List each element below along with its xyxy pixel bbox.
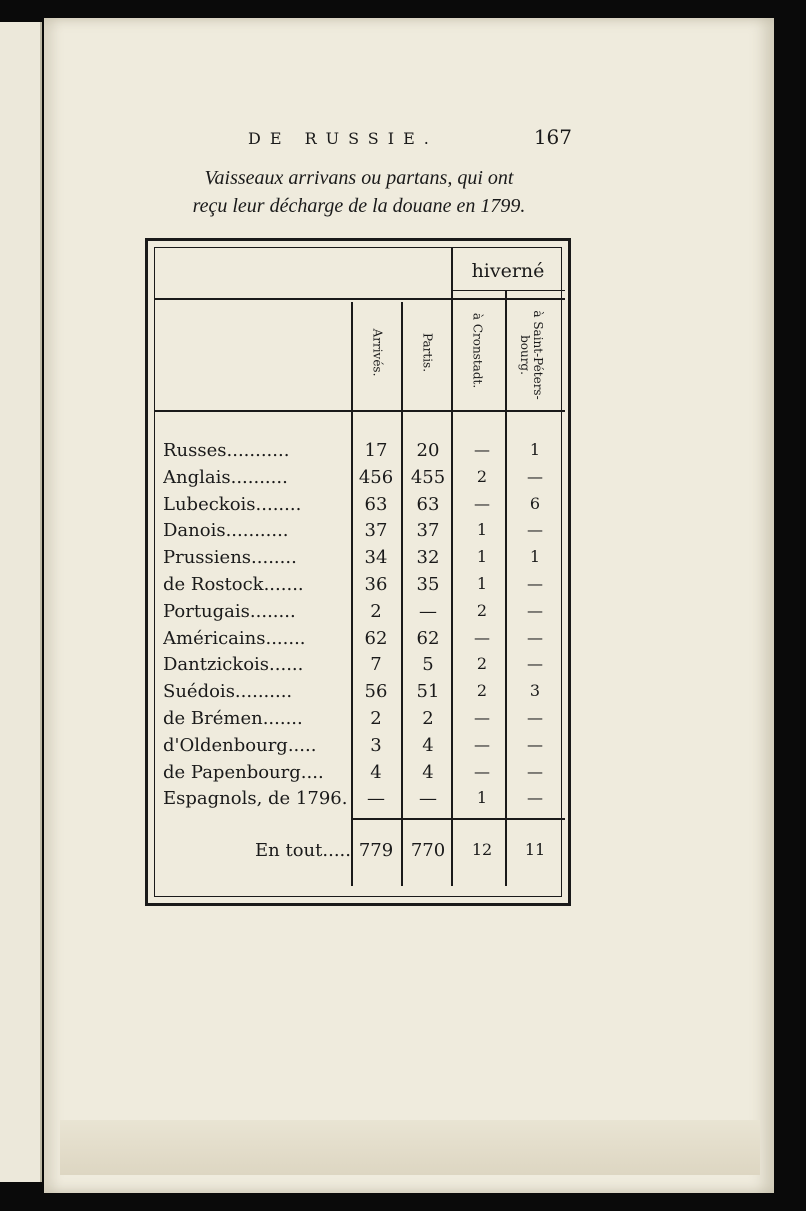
table-cell: — [527, 600, 543, 620]
total-label: En tout..... [255, 840, 351, 861]
row-label: Portugais........ [163, 600, 296, 622]
row-label: d'Oldenbourg..... [163, 734, 317, 756]
table-cell: 34 [364, 547, 388, 569]
row-label: Dantzickois...... [163, 654, 304, 676]
table-cell: — [474, 708, 490, 727]
table-row [155, 788, 565, 814]
page-number: 167 [533, 125, 572, 149]
table-cell: 20 [416, 440, 440, 461]
total-row [155, 840, 565, 866]
table-row [155, 654, 565, 680]
row-label: Anglais.......... [163, 466, 288, 488]
table-row [155, 467, 565, 493]
table-cell: — [474, 627, 490, 647]
table-row [155, 547, 565, 573]
table-cell: — [527, 520, 543, 540]
running-head [248, 125, 578, 155]
table-cell: — [419, 788, 437, 810]
table-row [155, 762, 565, 788]
table-cell: 63 [416, 493, 440, 515]
table-cell: 4 [370, 761, 382, 783]
table-row [155, 628, 565, 654]
row-label: Prussiens........ [163, 547, 297, 569]
ship-table-inner [154, 247, 562, 897]
running-title: DE RUSSIE. [248, 129, 438, 148]
table-row [155, 708, 565, 734]
total-cronstadt: 12 [471, 840, 493, 859]
table-caption [146, 164, 572, 220]
table-cell: 2 [476, 654, 488, 674]
row-label: Russes........... [163, 440, 290, 461]
table-cell: 5 [422, 654, 434, 676]
table-cell: — [527, 654, 543, 674]
table-cell: 37 [364, 520, 388, 542]
table-cell: 56 [364, 681, 388, 703]
table-cell: 2 [422, 708, 434, 729]
table-row [155, 601, 565, 627]
row-label: Espagnols, de 1796. [163, 788, 348, 810]
total-partis: 770 [410, 840, 446, 861]
total-saint-petersbourg: 11 [524, 840, 546, 859]
table-cell: — [527, 761, 543, 781]
table-row [155, 681, 565, 707]
table-cell: 17 [364, 440, 388, 461]
row-label: de Brémen....... [163, 708, 303, 729]
total-arrives: 779 [358, 840, 394, 861]
table-cell: 455 [410, 466, 446, 488]
table-cell: 2 [370, 708, 382, 729]
table-cell: — [474, 761, 490, 781]
table-cell: 1 [476, 547, 488, 567]
table-row [155, 520, 565, 546]
facing-page-edge [0, 22, 42, 1182]
table-cell: — [367, 788, 385, 810]
col-header-saint-petersbourg: à Saint-Péters-bourg. [518, 310, 545, 400]
page-bottom-edge [60, 1120, 760, 1175]
ship-table [145, 238, 571, 906]
table-cell: — [527, 627, 543, 647]
table-row [155, 574, 565, 600]
rule-header-top [155, 298, 565, 300]
table-cell: 1 [529, 547, 541, 567]
table-cell: 62 [364, 627, 388, 649]
table-cell: 2 [476, 681, 488, 701]
table-cell: 3 [370, 734, 382, 756]
table-cell: — [419, 600, 437, 622]
table-cell: — [527, 708, 543, 727]
table-cell: 4 [422, 761, 434, 783]
table-cell: — [474, 440, 490, 459]
table-cell: 3 [529, 681, 541, 701]
rule-header-bottom [155, 410, 565, 412]
table-cell: — [527, 466, 543, 486]
col-header-cronstadt: à Cronstadt. [470, 312, 485, 389]
table-cell: 1 [476, 574, 488, 593]
table-cell: — [527, 788, 543, 808]
table-cell: 2 [370, 600, 382, 622]
row-label: de Rostock....... [163, 574, 304, 595]
table-cell: 35 [416, 574, 440, 595]
table-cell: 2 [476, 466, 488, 486]
row-label: Américains....... [163, 627, 306, 649]
caption-line-2: reçu leur décharge de la douane en 1799. [192, 195, 526, 217]
table-cell: 62 [416, 627, 440, 649]
table-cell: — [527, 574, 543, 593]
table-cell: 51 [416, 681, 440, 703]
rule-group-under [451, 290, 565, 291]
table-cell: 1 [476, 788, 488, 808]
row-label: Danois........... [163, 520, 289, 542]
table-cell: — [474, 493, 490, 513]
table-cell: — [474, 734, 490, 754]
table-cell: 1 [476, 520, 488, 540]
table-cell: 37 [416, 520, 440, 542]
caption-line-1: Vaisseaux arrivans ou partans, qui ont [204, 167, 514, 189]
table-cell: 36 [364, 574, 388, 595]
row-label: Suédois.......... [163, 681, 293, 703]
rule-total [351, 818, 565, 820]
table-cell: 4 [422, 734, 434, 756]
table-cell: 456 [358, 466, 394, 488]
col-header-partis: Partis. [420, 332, 435, 373]
row-label: Lubeckois........ [163, 493, 302, 515]
table-row [155, 440, 565, 466]
table-cell: 2 [476, 600, 488, 620]
table-cell: 7 [370, 654, 382, 676]
table-cell: — [527, 734, 543, 754]
col-header-arrives: Arrivés. [370, 328, 385, 377]
table-cell: 32 [416, 547, 440, 569]
row-label: de Papenbourg.... [163, 761, 324, 783]
table-cell: 63 [364, 493, 388, 515]
table-row [155, 494, 565, 520]
table-cell: 1 [529, 440, 541, 459]
table-cell: 6 [529, 493, 541, 513]
group-header-hiverne: hiverné [471, 260, 545, 282]
table-row [155, 735, 565, 761]
